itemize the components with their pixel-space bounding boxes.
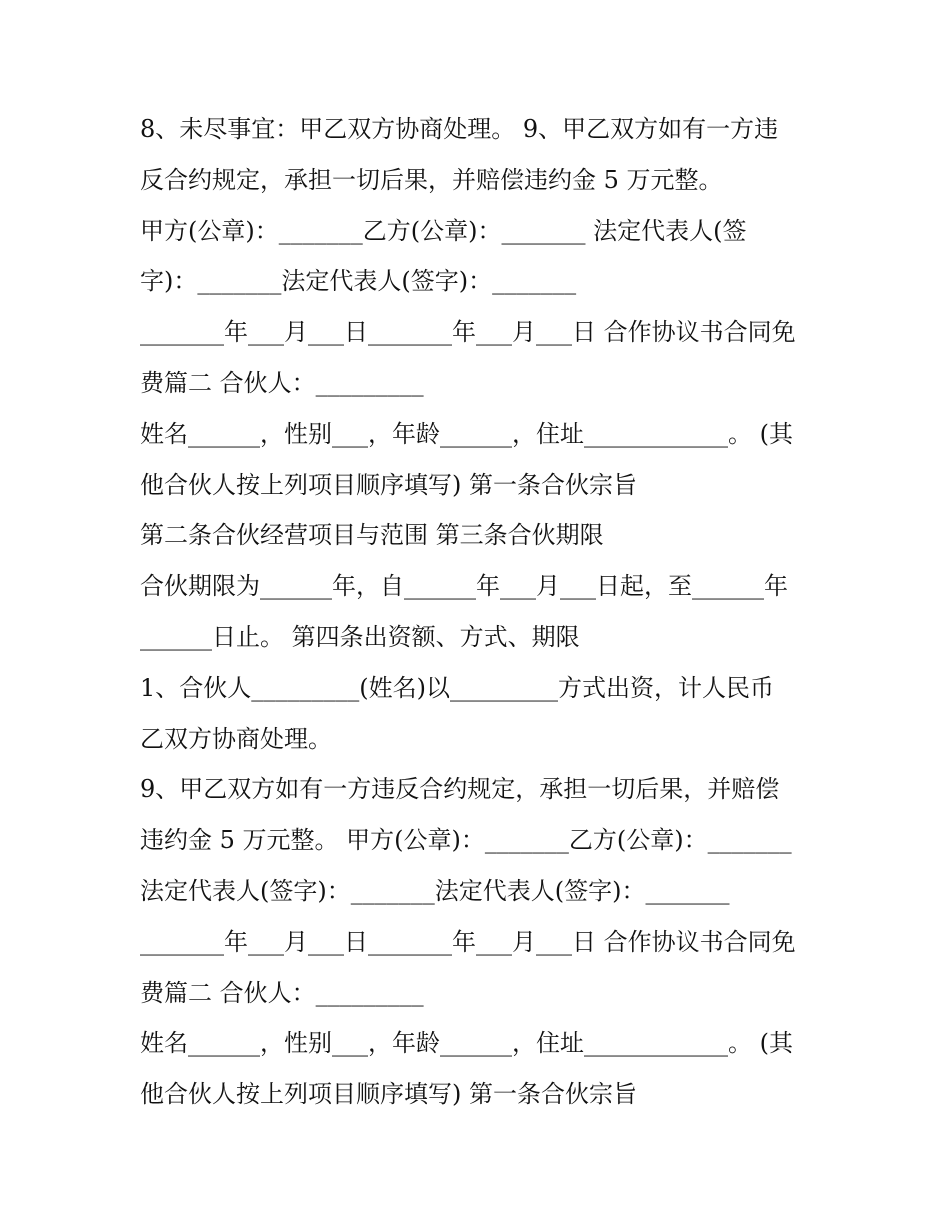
text-line: 法定代表人(签字)：_______法定代表人(签字)：_______ xyxy=(140,876,730,905)
text-line: _______年___月___日_______年___月___日 合作协议书合同免 xyxy=(140,318,796,347)
text-line: 字)：_______法定代表人(签字)：_______ xyxy=(140,267,577,296)
text-line: 1、合伙人_________(姓名)以_________方式出资，计人民币 xyxy=(140,673,774,702)
text-line: 姓名______，性别___，年龄______，住址____________。 (其 xyxy=(140,419,793,448)
text-line: 违约金 5 万元整。 甲方(公章)：_______乙方(公章)：_______ xyxy=(140,826,792,855)
text-line: 乙双方协商处理。 xyxy=(140,724,332,753)
text-line: 他合伙人按上列项目顺序填写) 第一条合伙宗旨 xyxy=(140,1080,637,1109)
text-line: 反合约规定，承担一切后果，并赔偿违约金 5 万元整。 xyxy=(140,165,723,194)
document-body xyxy=(140,104,820,1120)
text-line: 合伙期限为______年，自______年___月___日起，至______年 xyxy=(140,572,788,601)
text-line: 甲方(公章)：_______乙方(公章)：_______ 法定代表人(签 xyxy=(140,216,747,245)
text-line: 姓名______，性别___，年龄______，住址____________。 (其 xyxy=(140,1029,793,1058)
text-line: 他合伙人按上列项目顺序填写) 第一条合伙宗旨 xyxy=(140,470,637,499)
text-line: _______年___月___日_______年___月___日 合作协议书合同免 xyxy=(140,927,796,956)
text-line: 第二条合伙经营项目与范围 第三条合伙期限 xyxy=(140,521,604,550)
text-line: ______日止。 第四条出资额、方式、期限 xyxy=(140,622,580,651)
text-line: 费篇二 合伙人：_________ xyxy=(140,368,424,397)
text-line: 8、未尽事宜：甲乙双方协商处理。 9、甲乙双方如有一方违 xyxy=(140,115,779,143)
text-line: 费篇二 合伙人：_________ xyxy=(140,978,424,1007)
text-line: 9、甲乙双方如有一方违反合约规定，承担一切后果，并赔偿 xyxy=(140,775,780,804)
